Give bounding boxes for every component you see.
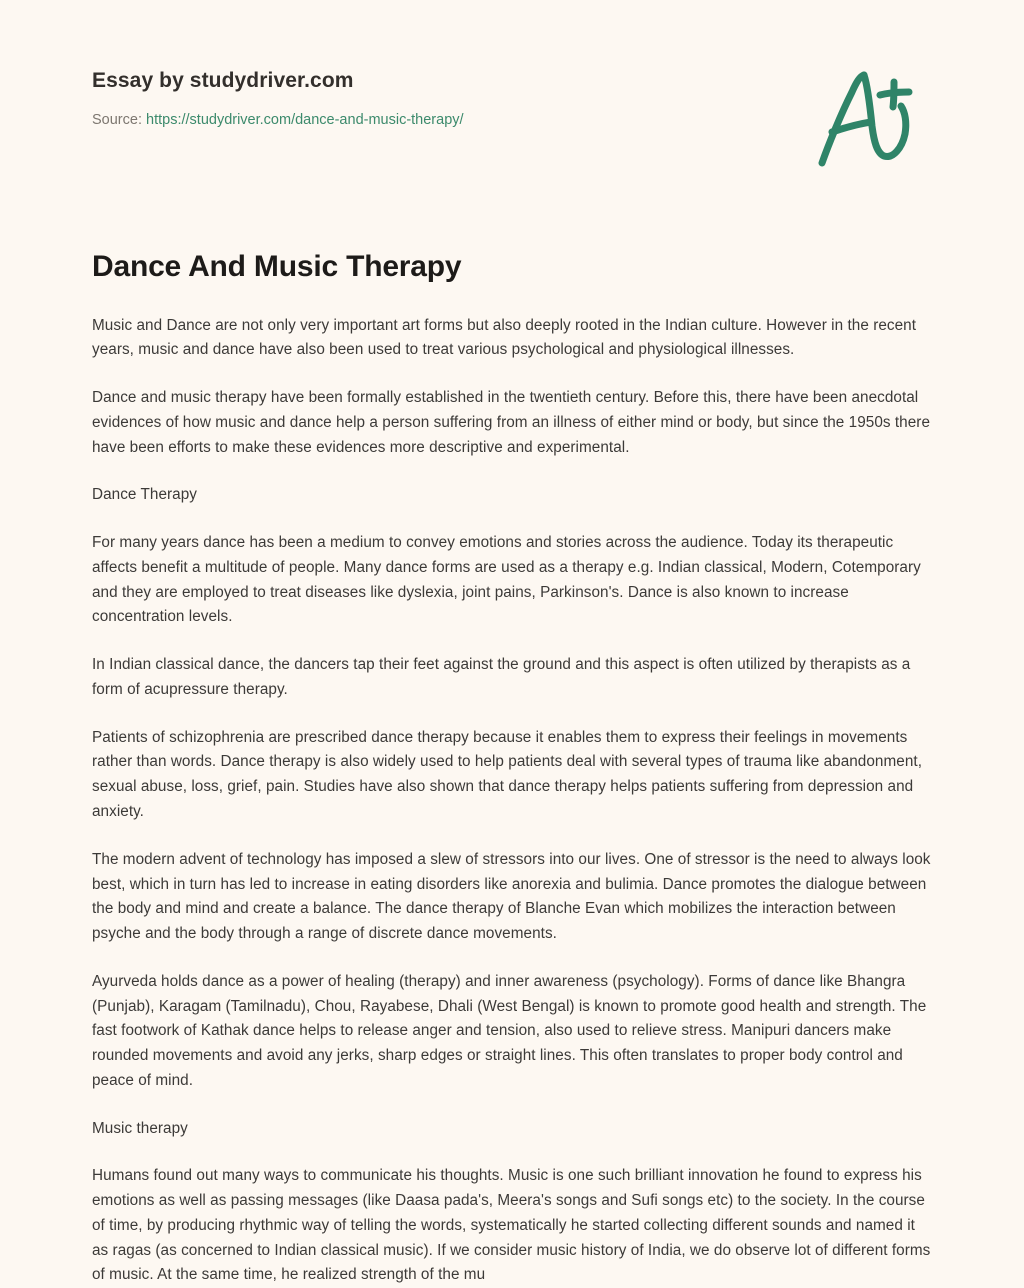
source-line xyxy=(92,111,932,130)
article-body xyxy=(0,314,1024,1288)
page-title: Dance And Music Therapy xyxy=(0,180,1024,286)
source-url-link[interactable]: https://studydriver.com/dance-and-music-therapy/ xyxy=(146,112,464,128)
paragraph: Humans found out many ways to communicate his thoughts. Music is one such brilliant innovation he found to express his emotions as well as passing messages (like Daasa pada's, Meera's songs and Sufi songs etc) to the society. In the course of time, by producing rhythmic way of telling the words, systematically he started collecting different sounds and named it as ragas (as concerned to Indian classical music). If we consider music history of India, we do observe lot of different forms of music. At the same time, he realized strength of the mu xyxy=(92,1164,935,1288)
paragraph: The modern advent of technology has imposed a slew of stressors into our lives. One of stressor is the need to always look best, which in turn has led to increase in eating disorders like anorexia and bulimia. Dance promotes the dialogue between the body and mind and create a balance. The dance therapy of Blanche Evan which mobilizes the interaction between psyche and the body through a range of discrete dance movements. xyxy=(92,848,935,947)
paragraph: For many years dance has been a medium to convey emotions and stories across the audience. Today its therapeutic affects benefit a multitude of people. Many dance forms are used as a therapy e.g. Indian classical, Modern, Cotemporary and they are employed to treat diseases like dyslexia, joint pains, Parkinson's. Dance is also known to increase concentration levels. xyxy=(92,531,935,630)
paragraph: Music and Dance are not only very important art forms but also deeply rooted in the Indian culture. However in the recent years, music and dance have also been used to treat various psychological and physiological illnesses. xyxy=(92,314,935,364)
document-header xyxy=(0,0,1024,180)
section-heading-music-therapy: Music therapy xyxy=(92,1117,935,1142)
paragraph: Dance and music therapy have been formally established in the twentieth century. Before this, there have been anecdotal evidences of how music and dance help a person suffering from an illness of either mind or body, but since the 1950s there have been efforts to make these evidences more descriptive and experimental. xyxy=(92,386,935,460)
source-label: Source: xyxy=(92,112,142,128)
paragraph: Patients of schizophrenia are prescribed dance therapy because it enables them to express their feelings in movements rather than words. Dance therapy is also widely used to help patients deal with several types of trauma like abandonment, sexual abuse, loss, grief, pain. Studies have also shown that dance therapy helps patients suffering from depression and anxiety. xyxy=(92,726,935,825)
section-heading-dance-therapy: Dance Therapy xyxy=(92,483,935,508)
paragraph: Ayurveda holds dance as a power of healing (therapy) and inner awareness (psychology). Forms of dance like Bhangra (Punjab), Karagam (Tamilnadu), Chou, Rayabese, Dhali (West Bengal) is known to promote good health and strength. The fast footwork of Kathak dance helps to release anger and tension, also used to relieve stress. Manipuri dancers make rounded movements and avoid any jerks, sharp edges or straight lines. This often translates to proper body control and peace of mind. xyxy=(92,970,935,1094)
essay-byline: Essay by studydriver.com xyxy=(92,68,932,93)
paragraph: In Indian classical dance, the dancers tap their feet against the ground and this aspect is often utilized by therapists as a form of acupressure therapy. xyxy=(92,653,935,703)
studydriver-a-plus-logo-icon xyxy=(814,68,926,168)
